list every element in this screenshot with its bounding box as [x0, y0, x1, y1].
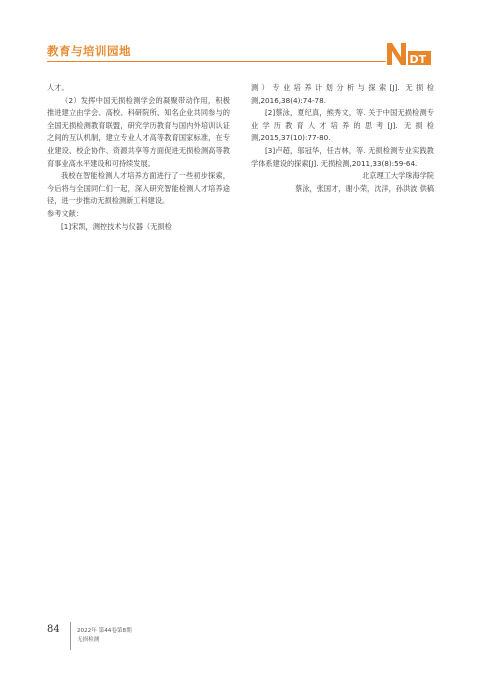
reference-item: [3]卢超，邬冠华，任吉林，等. 无损检测专业实践教学体系建设的探索[J]. 无损检测,2011,33(8):59-64.: [251, 145, 434, 168]
left-column: [47, 82, 230, 233]
author-list: 蔡泳，张国才，谢小荣，沈洋，孙洪波 供稿: [295, 183, 434, 193]
affiliation: 北京理工大学珠海学院: [362, 171, 434, 181]
reference-item: [2]蔡泳，夏纪真，熊秀文，等. 关于中国无损检测专业学历教育人才培养的思考[J]. 无损检测,2015,37(10):77-80.: [251, 108, 434, 143]
right-column: [251, 82, 434, 195]
references-heading: 参考文献：: [47, 208, 83, 218]
ndt-logo: [386, 42, 432, 66]
journal-name: 无损检测: [77, 637, 100, 643]
footer-info: [77, 627, 132, 645]
page-number: 84: [47, 624, 60, 635]
paragraph: 我校在智能检测人才培养方面进行了一些初步探索，今后将与全国同仁们一起，深入研究智能检测人才培养途径，进一步推动无损检测新工科建设。: [47, 171, 230, 206]
reference-item: 测）专业培养计划分析与探索[J]. 无损检测,2016,38(4):74-78.: [251, 83, 434, 105]
svg-text:DT: DT: [409, 53, 427, 66]
reference-item: [1]宋凯，测控技术与仪器（无损检: [61, 221, 172, 231]
paragraph: 人才。: [47, 83, 69, 92]
issue-info: 2022年 第44卷第8期: [77, 628, 132, 634]
header-divider: [47, 61, 432, 62]
footer-divider: [70, 622, 71, 650]
paragraph: （2）发挥中国无损检测学会的凝聚带动作用，积极推进建立由学会、高校、科研院所、知名企业共同参与的全国无损检测教育联盟，研究学历教育与国内外培训认证之间的互认机制，建立专业人才高等教育国家标准，在专业建设、校企协作、资源共享等方面促进无损检测高等教育事业高水平建设和可持续发展。: [47, 95, 230, 168]
section-title: 教育与培训园地: [47, 44, 131, 58]
